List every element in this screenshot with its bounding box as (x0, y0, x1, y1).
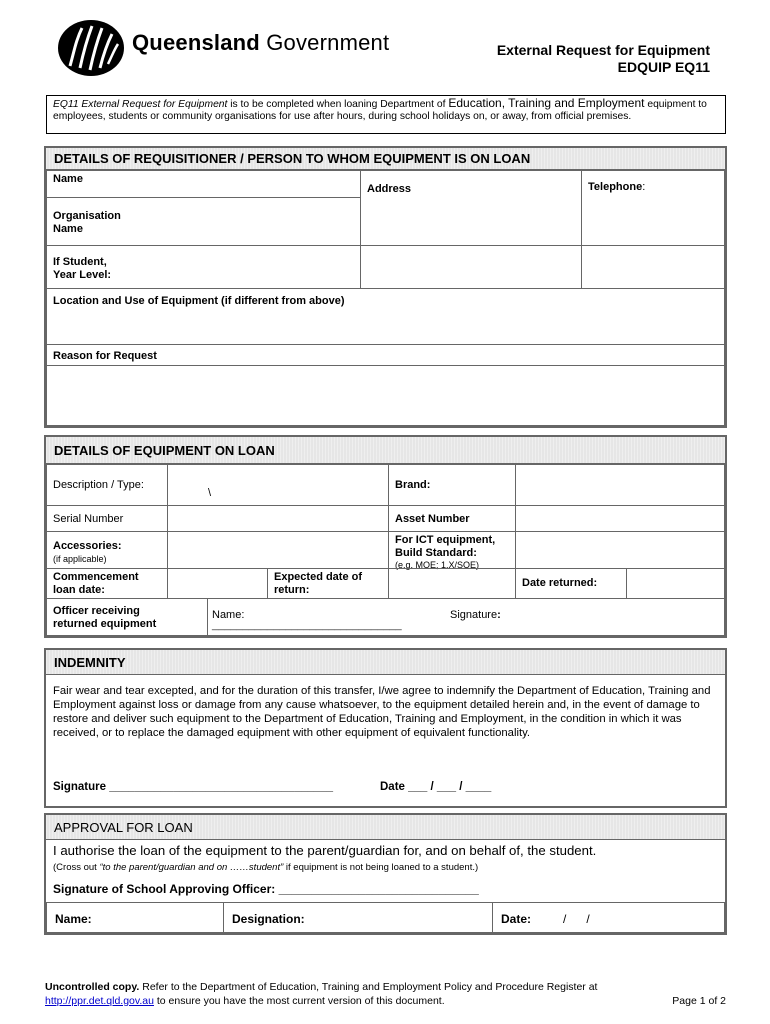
accessories-note: (if applicable) (53, 554, 107, 564)
asset-label: Asset Number (395, 513, 470, 525)
ict-label-2: Build Standard: (395, 547, 477, 559)
approval-authorise: I authorise the loan of the equipment to the parent/guardian for, and on behalf of, the student. (53, 843, 597, 858)
equipment-heading: DETAILS OF EQUIPMENT ON LOAN (46, 437, 725, 464)
footer-text2: to ensure you have the most current version of this document. (153, 995, 445, 1007)
reason-label-row (46, 344, 725, 366)
expected-input[interactable] (388, 568, 516, 599)
reason-label: Reason for Request (53, 350, 157, 362)
queensland-government-logo (56, 18, 126, 78)
approval-designation-label: Designation: (232, 912, 305, 926)
location-label: Location and Use of Equipment (if different from above) (53, 295, 345, 307)
commence-label-1: Commencement (53, 571, 139, 583)
telephone-field[interactable] (581, 170, 725, 246)
description-value: \ (208, 487, 212, 499)
ict-label-1: For ICT equipment, (395, 534, 496, 546)
serial-label-cell (46, 505, 168, 532)
address-field[interactable] (360, 170, 582, 246)
brand-input[interactable] (515, 464, 725, 506)
organisation-label-1: Organisation (53, 210, 121, 222)
officer-label-2: returned equipment (53, 618, 157, 630)
gov-name-bold: Queensland (132, 30, 260, 55)
date-returned-label-cell (515, 568, 627, 599)
officer-input[interactable] (207, 598, 725, 636)
serial-label: Serial Number (53, 513, 124, 525)
ict-example: (e.g. MOE; 1.X/SOE) (395, 560, 480, 570)
student-label-2: Year Level: (53, 269, 112, 281)
approval-name-field[interactable] (46, 902, 224, 933)
officer-label-1: Officer receiving (53, 605, 140, 617)
footer-link[interactable]: http://ppr.det.qld.gov.au (45, 995, 154, 1007)
telephone-label: Telephone (588, 181, 643, 193)
ict-input[interactable] (515, 531, 725, 569)
description-label: Description / Type: (53, 479, 144, 491)
government-wordmark (132, 30, 389, 56)
name-label: Name (53, 173, 83, 185)
footer-text1: Refer to the Department of Education, Training and Employment Policy and Procedure Register at (139, 981, 598, 993)
requisitioner-heading: DETAILS OF REQUISITIONER / PERSON TO WHOM EQUIPMENT IS ON LOAN (46, 148, 725, 170)
location-use-field[interactable] (46, 288, 725, 345)
indemnity-heading: INDEMNITY (46, 650, 725, 675)
approval-heading-row (46, 815, 725, 840)
footer-line2 (45, 994, 445, 1008)
commence-label-cell (46, 568, 168, 599)
asset-label-cell (388, 505, 516, 532)
commence-label-2: loan date: (53, 584, 105, 596)
expected-label-2: return: (274, 584, 310, 596)
organisation-field[interactable] (46, 197, 361, 246)
officer-signature (450, 609, 501, 622)
intro-italic: EQ11 External Request for Equipment (53, 99, 228, 110)
approval-date-slashes: / / (563, 912, 590, 926)
expected-label-1: Expected date of (274, 571, 363, 583)
commence-input[interactable] (167, 568, 268, 599)
indemnity-signature[interactable]: Signature ___________________________________ (53, 781, 334, 793)
brand-label: Brand: (395, 479, 431, 491)
description-label-cell (46, 464, 168, 506)
accessories-label: Accessories: (53, 540, 122, 552)
reason-field[interactable] (46, 365, 725, 426)
description-input[interactable] (167, 464, 389, 506)
form-title: External Request for Equipment (496, 42, 710, 58)
date-returned-label: Date returned: (522, 577, 598, 589)
approval-date-field[interactable] (492, 902, 725, 933)
cross-italic: “to the parent/guardian and on ……student” (99, 862, 284, 873)
gov-name-regular: Government (266, 30, 390, 55)
organisation-label-2: Name (53, 223, 83, 235)
address-extra-field[interactable] (360, 245, 582, 289)
approval-section (44, 813, 727, 935)
approval-date-label: Date: (501, 912, 532, 926)
ict-label-cell (388, 531, 516, 569)
name-field[interactable] (46, 170, 361, 198)
brand-label-cell (388, 464, 516, 506)
officer-signature-label: Signature (450, 609, 498, 621)
footer-bold: Uncontrolled copy. (45, 981, 140, 993)
student-label-1: If Student, (53, 256, 107, 268)
approval-designation-field[interactable] (223, 902, 493, 933)
intro-big: Education, Training and Employment (448, 96, 645, 110)
intro-text2: equipment to employees, students or community organisations for use after hours, during school holidays on, or away, from official premises. (53, 99, 707, 122)
telephone-colon: : (642, 181, 646, 193)
indemnity-section (44, 648, 727, 808)
cross-suffix: if equipment is not being loaned to a student.) (283, 862, 479, 873)
equipment-section (44, 435, 727, 638)
officer-name-label: Name: (212, 609, 245, 621)
accessories-label-cell (46, 531, 168, 569)
approval-heading: APPROVAL FOR LOAN (54, 820, 193, 835)
requisitioner-section (44, 146, 727, 428)
expected-label-cell (267, 568, 389, 599)
intro-text1: is to be completed when loaning Department of (227, 99, 449, 110)
indemnity-date[interactable]: Date ___ / ___ / ____ (380, 781, 492, 793)
telephone-extra-field[interactable] (581, 245, 725, 289)
officer-label-cell (46, 598, 208, 636)
serial-input[interactable] (167, 505, 389, 532)
student-year-field[interactable] (46, 245, 361, 289)
officer-signature-colon: : (497, 609, 501, 621)
approval-cross-note (53, 862, 478, 874)
date-returned-input[interactable] (626, 568, 725, 599)
approval-name-label: Name: (55, 912, 92, 926)
asset-input[interactable] (515, 505, 725, 532)
approving-officer-signature[interactable]: Signature of School Approving Officer: ______________________________ (53, 882, 479, 896)
document-title (497, 42, 710, 76)
accessories-input[interactable] (167, 531, 389, 569)
officer-name-line: _______________________________ (212, 619, 402, 631)
form-code: EDQUIP EQ11 (617, 59, 710, 75)
intro-box (46, 95, 726, 134)
footer-line1 (45, 980, 725, 994)
address-label: Address (367, 183, 412, 195)
indemnity-text: Fair wear and tear excepted, and for the duration of this transfer, I/we agree to indemnify the Department of Education, Training and Employment against loss or damage from any cause whatsoever, to the equipment detailed herein and, in the event of damage to restore and deliver such equipment to the Department of Education, Training and Employment, in the condition in which it was received, or to replace the damaged equipment with other equipment of equivalent functionality. (53, 685, 711, 739)
page-number: Page 1 of 2 (672, 995, 726, 1007)
cross-prefix: (Cross out (53, 862, 100, 873)
